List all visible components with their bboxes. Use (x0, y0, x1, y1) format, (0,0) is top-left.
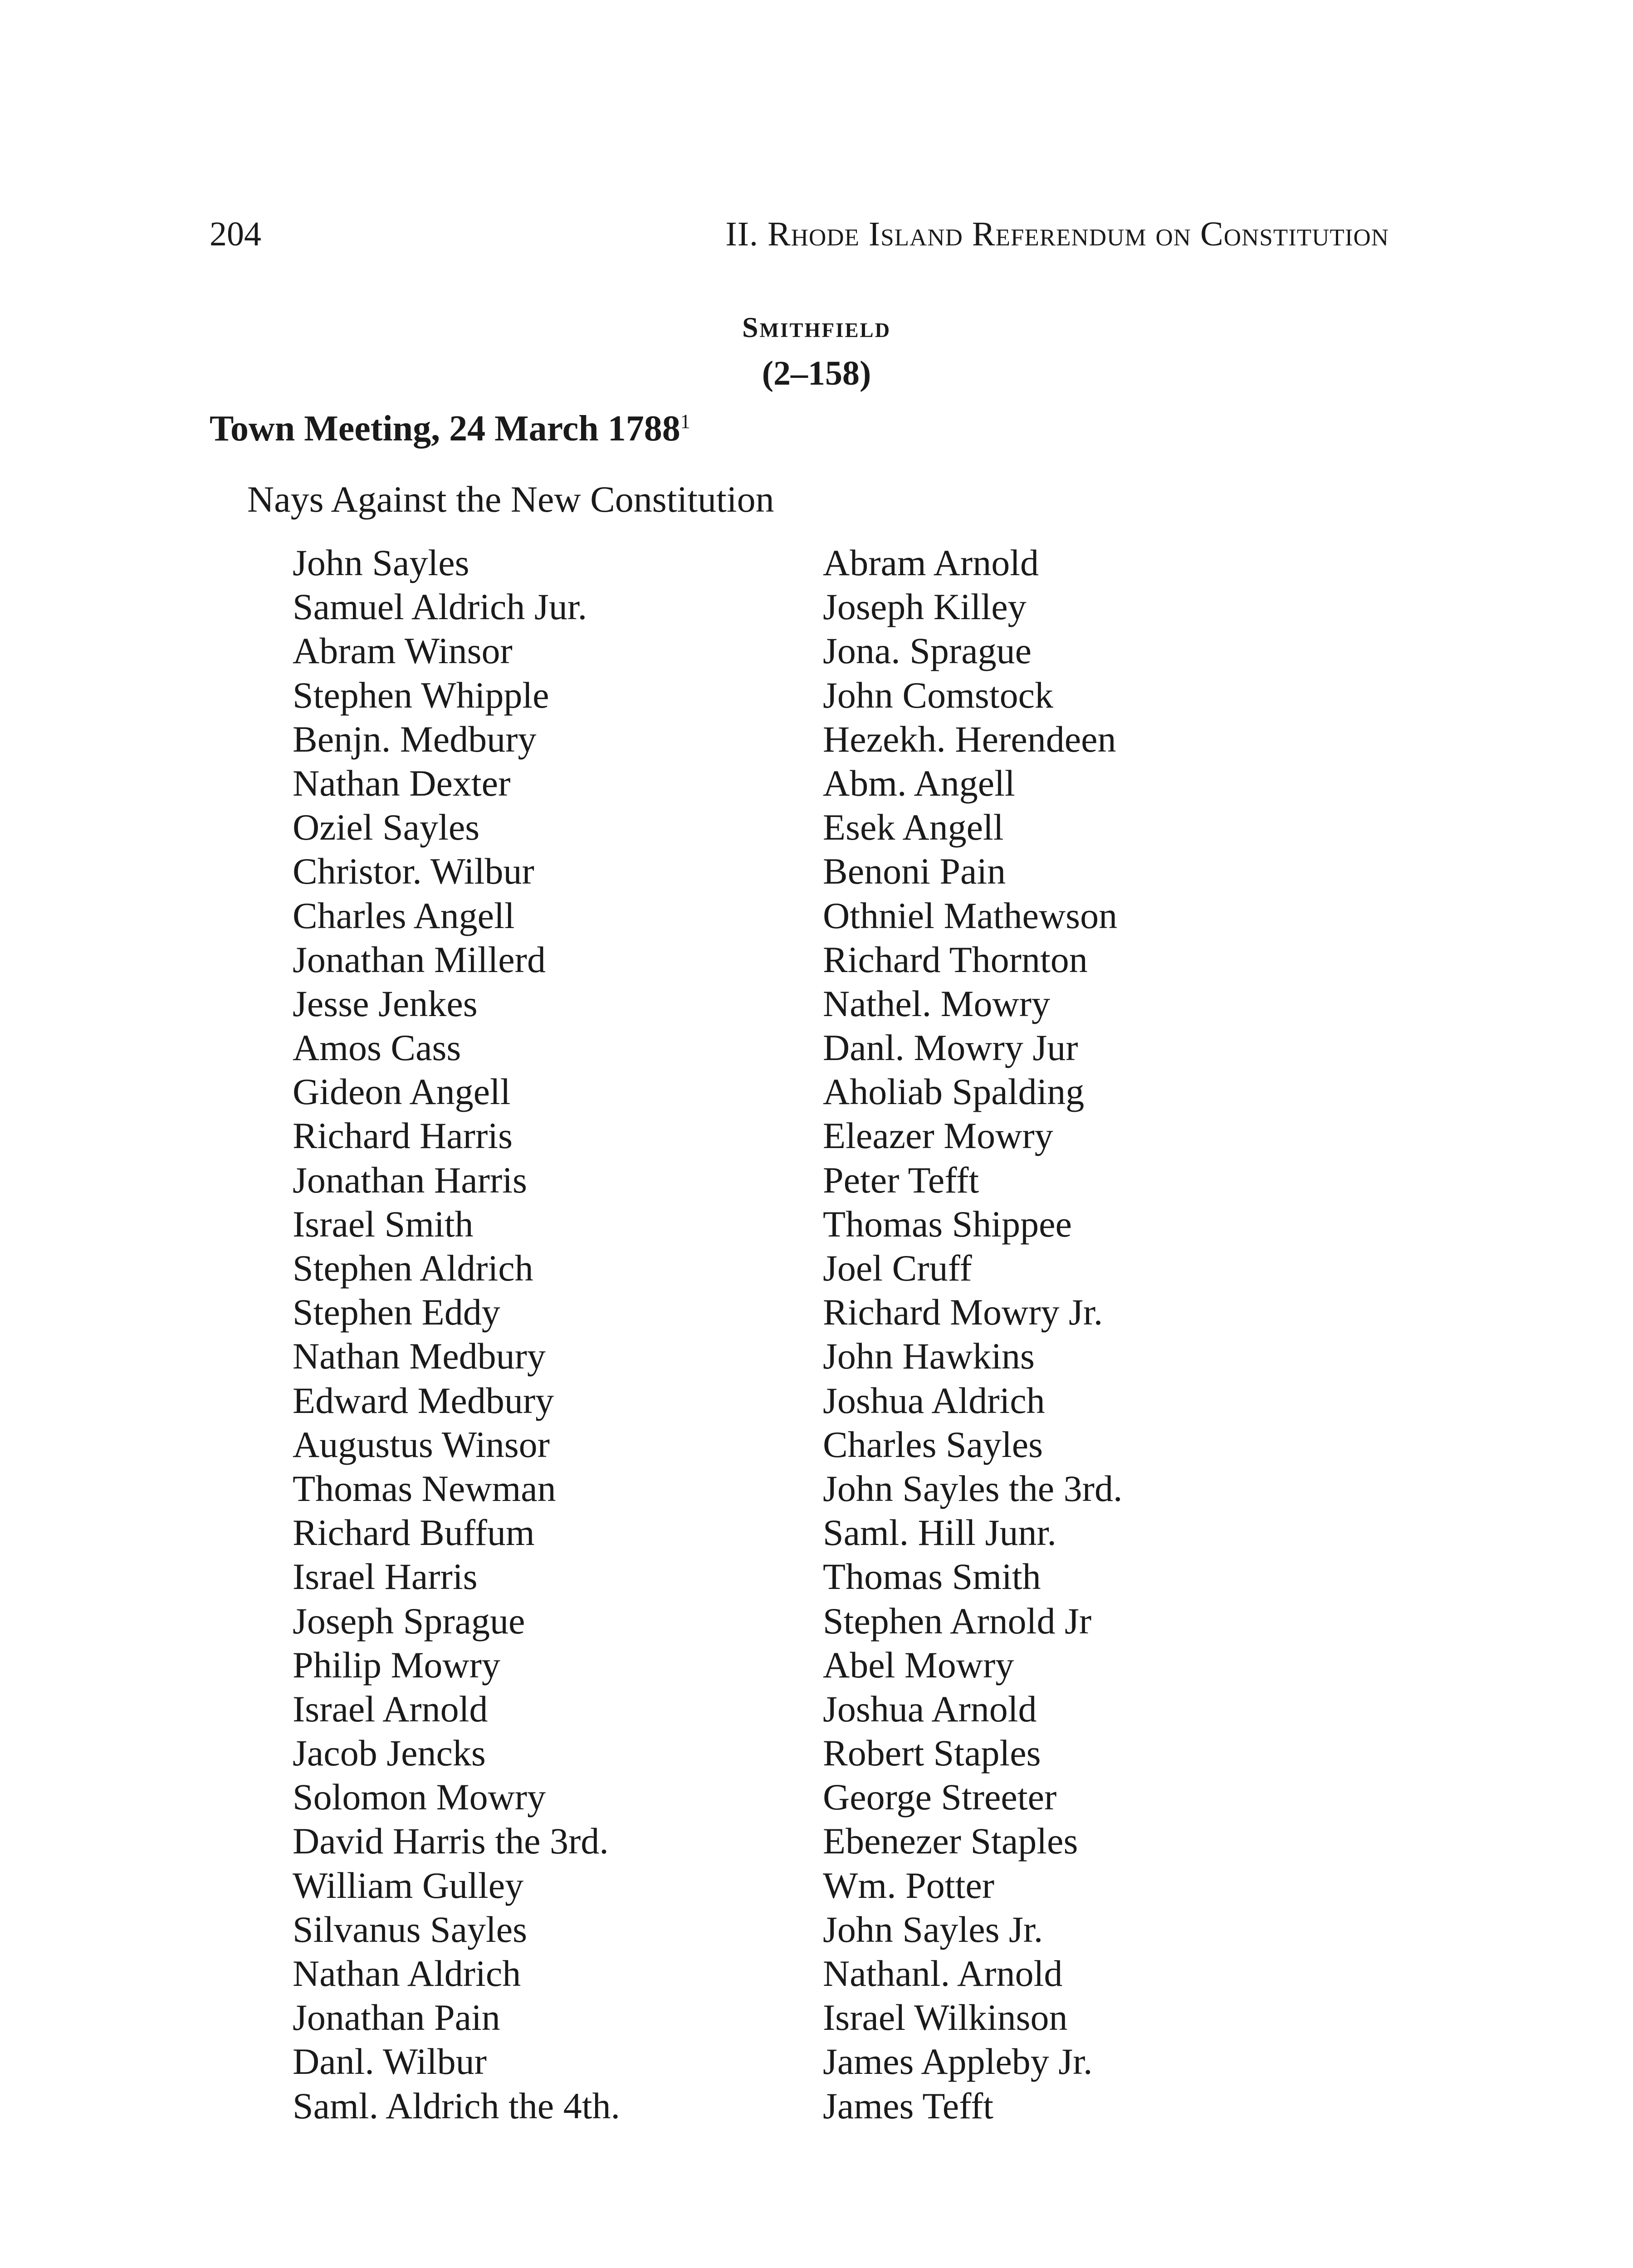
names-left-column (293, 541, 620, 2128)
name-entry: Ebenezer Staples (823, 1820, 1078, 1862)
name-entry: Benoni Pain (823, 850, 1006, 892)
name-entry: John Sayles (293, 542, 469, 583)
meeting-heading-text: Town Meeting, 24 March 1788 (210, 409, 680, 449)
name-entry: Philip Mowry (293, 1644, 500, 1686)
footnote-marker: 1 (680, 410, 690, 433)
name-entry: Danl. Wilbur (293, 2041, 487, 2082)
name-entry: Esek Angell (823, 807, 1004, 848)
name-entry: George Streeter (823, 1776, 1057, 1818)
name-entry: Richard Thornton (823, 938, 1088, 980)
name-entry: Jonathan Harris (293, 1159, 527, 1201)
name-entry: Edward Medbury (293, 1379, 554, 1421)
name-entry: Richard Harris (293, 1115, 513, 1157)
name-entry: Silvanus Sayles (293, 1908, 528, 1950)
name-entry: Jesse Jenkes (293, 982, 478, 1024)
name-entry: Joshua Arnold (823, 1688, 1037, 1730)
name-entry: Abm. Angell (823, 762, 1015, 804)
name-entry: Israel Arnold (293, 1688, 488, 1730)
name-entry: James Tefft (823, 2085, 994, 2126)
name-entry: Saml. Aldrich the 4th. (293, 2085, 620, 2126)
name-entry: John Comstock (823, 674, 1053, 716)
name-entry: Stephen Aldrich (293, 1247, 533, 1289)
name-entry: Nathel. Mowry (823, 982, 1051, 1024)
name-entry: Jacob Jencks (293, 1732, 486, 1774)
name-entry: John Hawkins (823, 1335, 1035, 1377)
name-entry: John Sayles the 3rd. (823, 1467, 1123, 1509)
name-entry: Jonathan Millerd (293, 938, 546, 980)
names-right-column (823, 541, 1122, 2128)
name-entry: Israel Harris (293, 1556, 478, 1598)
name-entry: Joseph Sprague (293, 1600, 525, 1642)
name-entry: Eleazer Mowry (823, 1115, 1053, 1157)
name-entry: Israel Smith (293, 1203, 474, 1245)
running-head: II. Rhode Island Referendum on Constitution (725, 215, 1389, 253)
name-entry: Gideon Angell (293, 1071, 511, 1113)
name-entry: Joshua Aldrich (823, 1379, 1045, 1421)
name-entry: Samuel Aldrich Jur. (293, 586, 587, 628)
name-entry: Wm. Potter (823, 1864, 995, 1906)
name-entry: Danl. Mowry Jur (823, 1027, 1078, 1069)
name-entry: Christor. Wilbur (293, 850, 534, 892)
name-entry: Richard Buffum (293, 1512, 535, 1554)
name-entry: Othniel Mathewson (823, 894, 1118, 936)
name-entry: Robert Staples (823, 1732, 1041, 1774)
name-entry: Jona. Sprague (823, 630, 1032, 672)
name-entry: Solomon Mowry (293, 1776, 546, 1818)
list-heading: Nays Against the New Constitution (247, 479, 774, 520)
name-entry: Stephen Eddy (293, 1291, 500, 1333)
name-entry: Abram Winsor (293, 630, 513, 672)
name-entry: Peter Tefft (823, 1159, 979, 1201)
name-entry: Joel Cruff (823, 1247, 972, 1289)
name-entry: John Sayles Jr. (823, 1908, 1043, 1950)
name-entry: Aholiab Spalding (823, 1071, 1085, 1113)
name-entry: Oziel Sayles (293, 807, 480, 848)
meeting-heading (210, 411, 690, 447)
name-entry: Charles Sayles (823, 1423, 1043, 1465)
name-entry: Thomas Smith (823, 1556, 1041, 1598)
page-number: 204 (210, 215, 261, 253)
name-entry: Nathan Medbury (293, 1335, 546, 1377)
name-entry: Nathanl. Arnold (823, 1953, 1063, 1994)
name-entry: Israel Wilkinson (823, 1997, 1068, 2038)
name-entry: Richard Mowry Jr. (823, 1291, 1103, 1333)
name-entry: Thomas Shippee (823, 1203, 1072, 1245)
name-entry: Stephen Arnold Jr (823, 1600, 1092, 1642)
name-entry: Augustus Winsor (293, 1423, 550, 1465)
name-entry: Charles Angell (293, 894, 515, 936)
name-entry: William Gulley (293, 1864, 524, 1906)
name-entry: Amos Cass (293, 1027, 461, 1069)
vote-count: (2–158) (762, 354, 871, 392)
name-entry: Saml. Hill Junr. (823, 1512, 1056, 1554)
name-entry: Hezekh. Herendeen (823, 718, 1116, 760)
name-entry: James Appleby Jr. (823, 2041, 1093, 2082)
name-entry: Stephen Whipple (293, 674, 549, 716)
name-entry: Benjn. Medbury (293, 718, 537, 760)
name-entry: Joseph Killey (823, 586, 1027, 628)
name-entry: David Harris the 3rd. (293, 1820, 609, 1862)
name-entry: Abram Arnold (823, 542, 1039, 583)
name-entry: Thomas Newman (293, 1467, 556, 1509)
name-entry: Jonathan Pain (293, 1997, 500, 2038)
section-title: Smithfield (742, 311, 891, 343)
name-entry: Nathan Aldrich (293, 1953, 521, 1994)
name-entry: Nathan Dexter (293, 762, 511, 804)
name-entry: Abel Mowry (823, 1644, 1014, 1686)
